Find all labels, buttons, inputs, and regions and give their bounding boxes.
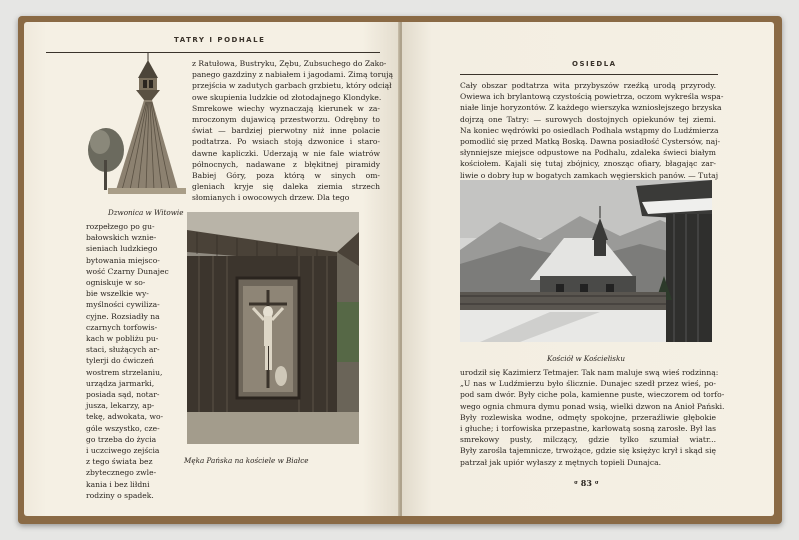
osiedla-bottom-line: i głuche; i torfowiska przepastne, karłowatą sosną zarosłe. Był las (460, 424, 716, 434)
osiedla-bottom-line: pod sam dwór. Były ciche pola, kamienne puste, wieczorem od torfo- (460, 390, 725, 400)
osiedla-top-line: Na koniec wędrówki po osiedlach Podhala wstąpmy do Ludźmierza (460, 125, 719, 135)
osiedla-bottom-line: „U nas w Ludźmierzu było ślicznie. Dunajec szedł przez wieś, po- (460, 379, 716, 389)
intro-line: północnych, nadawane z błękitnej piramidy (192, 159, 380, 169)
page-number-ornament-right: ᵍ (591, 478, 599, 488)
column-line: kach w pobliżu pu- (86, 334, 159, 344)
right-head-rule (460, 74, 718, 75)
intro-line: Smrekowe wiechy wyznaczają kierunek w za- (192, 103, 380, 113)
column-line: sieniach ludzkiego (86, 244, 158, 254)
intro-line: owe skupienia ludzkie od złotodajnego Klondyke. (192, 92, 382, 102)
column-line: ogniskuje w so- (86, 278, 146, 288)
osiedla-bottom-line: urodził się Kazimierz Tetmajer. Tak nam maluje swą wieś rodzinną: (460, 368, 719, 377)
right-top-text (460, 80, 724, 181)
wayside-shrine-photo (187, 212, 359, 444)
column-line: cyjne. Rozsiadły na (86, 311, 160, 321)
left-page (24, 22, 400, 516)
intro-line: panego gazdziny z nabiałem i jagodami. Zimą torują (192, 70, 393, 80)
left-intro-text (192, 58, 393, 204)
column-line: tekę, adwokata, wo- (86, 412, 164, 422)
page-number-ornament-left: ᵍ (574, 478, 581, 488)
column-line: urządza jarmarki, (86, 378, 155, 388)
osiedla-top-line: niałe linje horyzontów. Z każdego wierszyka wzniosłejszego brzyska (460, 103, 722, 113)
column-line: góle wszystko, cze- (86, 423, 160, 433)
right-bottom-text (460, 367, 725, 468)
column-line: rozpełzego po gu- (86, 222, 155, 231)
osiedla-bottom-line: Były rozlewiska wodne, odmęty spokojne, przeraźliwie głębokie (460, 412, 716, 422)
intro-line: mroczonym dujawicą przestworzu. Odrębny to (192, 115, 380, 125)
intro-line: z Ratułowa, Bustryku, Zębu, Zubsuchego do Zako- (192, 59, 387, 68)
column-line: bałowskich wznie- (86, 233, 157, 243)
column-line: czarnych torfowis- (86, 322, 158, 332)
column-line: myślności cywiliza- (86, 300, 160, 310)
church-photo (460, 180, 712, 342)
osiedla-top-line: słynniejsze miejsce odpustowe na Podhalu, zdaleka świeci białym (460, 148, 716, 158)
column-line: staci, służących ar- (86, 345, 160, 355)
intro-line: gleniach kryje się daleka ziemia strzech (192, 182, 380, 192)
osiedla-top-line: Owiewa ich brylantową czystością powietrza, oczom wykreśla wspa- (460, 92, 724, 102)
bell-tower-illustration (86, 50, 194, 198)
osiedla-top-line: kościołem. Kajali się tutaj zbójnicy, znosząc ofiary, błagając zar- (460, 159, 716, 169)
column-line: jusza, lekarzy, ap- (86, 401, 155, 411)
page-number-value: 83 (580, 478, 592, 488)
left-column-text (86, 221, 180, 501)
shrine-caption: Męka Pańska na kościele w Białce (184, 456, 309, 465)
column-line: zbytecznego zwle- (86, 468, 157, 478)
column-line: posiada sąd, notar- (86, 390, 160, 400)
osiedla-top-line: dojrzą one Tatry: — surowych dostojnych opiekunów tej ziemi. (460, 114, 716, 124)
intro-line: Babiej Góry, poza którą w sinych om- (192, 171, 380, 181)
column-line: bytowania miejsco- (86, 255, 160, 265)
intro-line: przejścia w zadutych garbach grzbietu, który odciął (192, 81, 392, 91)
osiedla-bottom-line: patrzał jak upiór wyłaszy z mętnych topieli Dunajca. (460, 457, 662, 467)
left-running-head: TATRY I PODHALE (174, 36, 266, 44)
intro-line: podtatrza. Po wsiach stoją dzwonice i staro- (192, 137, 380, 147)
column-line: tylerji do ćwiczeń (86, 356, 154, 366)
right-running-head: OSIEDLA (572, 60, 617, 68)
column-line: bie wszelkie wy- (86, 289, 149, 299)
column-line: rodziny o spadek. (86, 490, 154, 500)
column-line: kania i bez liłdni (86, 479, 150, 489)
column-line: z tego świata bez (86, 457, 153, 467)
osiedla-bottom-line: smrekowy pusty, milczący, gdzie tylko szumiał wiatr... (460, 435, 716, 445)
column-line: wość Czarny Dunajec (86, 266, 169, 276)
page-number (574, 478, 599, 488)
church-caption: Kościół w Kościelisku (547, 354, 625, 363)
intro-line: świat — bardziej pierwotny niż inne polacie (192, 126, 380, 136)
osiedla-bottom-line: Były zarośla tajemnicze, trwożące, gdzie się księżyc krył i skąd się (460, 446, 716, 456)
osiedla-top-line: Cały obszar podtatrza wita przybyszów rzeźką urodą przyrody. (460, 81, 716, 90)
intro-line: słomianych i owocowych drzew. Dla tego (192, 193, 350, 203)
intro-line: dawne kapliczki. Uderzają w nie fale wiatrów (192, 148, 380, 158)
bell-tower-caption: Dzwonica w Witowie (108, 208, 184, 217)
column-line: i uczciwego zejścia (86, 446, 160, 456)
osiedla-top-line: liwie o dobry łup w bogatych zamkach węgierskich panów. — Tutaj (460, 170, 719, 180)
column-line: go trzeba do życia (86, 434, 157, 444)
osiedla-bottom-line: wego ognia chmura dymu ponad wsią, wielki dzwon na Anioł Pański. (460, 401, 725, 411)
right-page (402, 22, 774, 516)
osiedla-top-line: pomodlić się przed Matką Boską. Dawna posiadłość Cystersów, naj- (460, 137, 721, 147)
column-line: wostrem strzelaniu, (86, 367, 163, 377)
